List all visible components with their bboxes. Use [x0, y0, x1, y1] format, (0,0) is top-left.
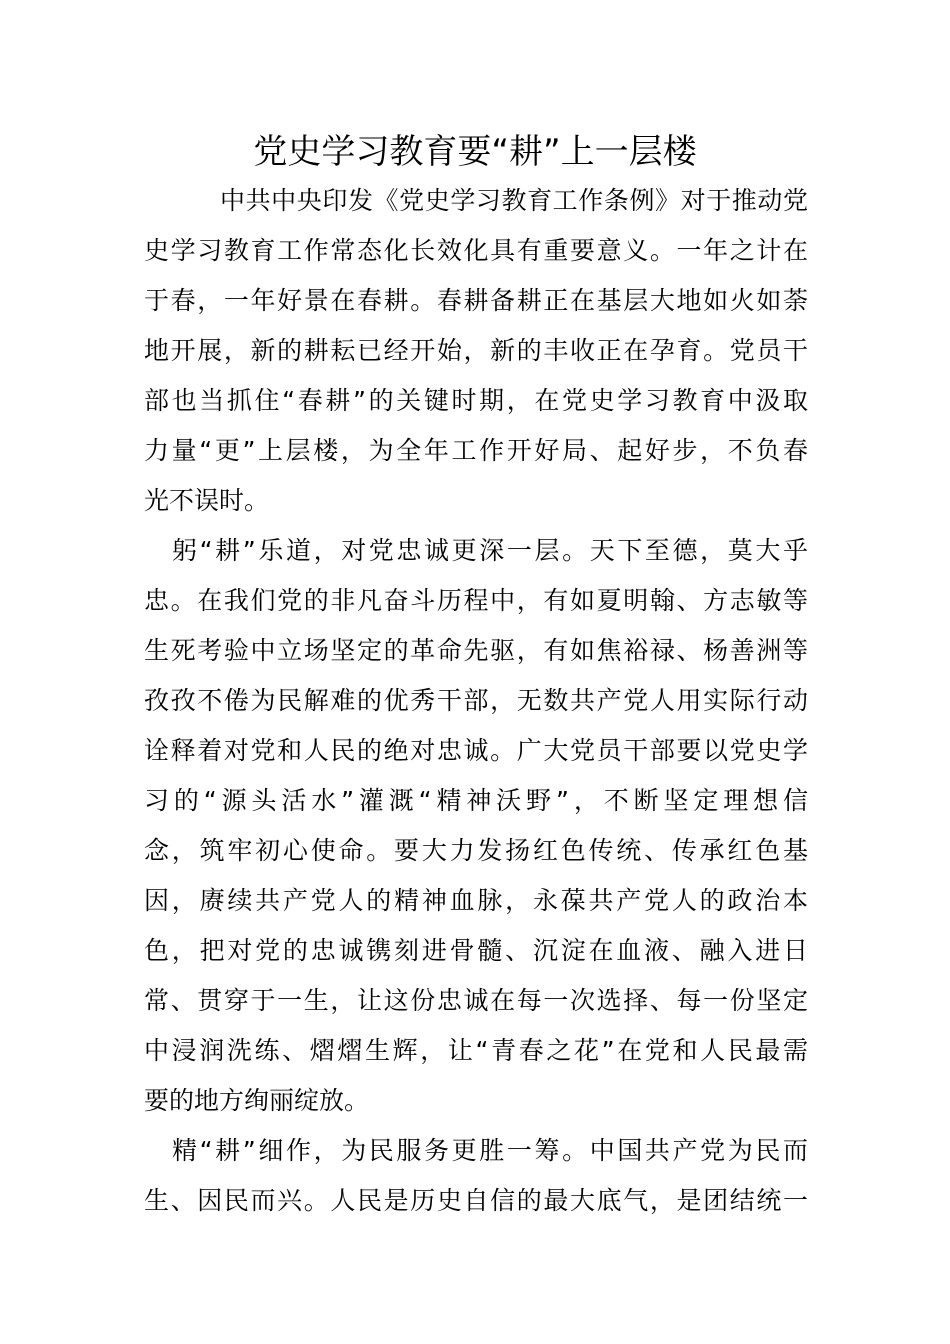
text-line: 生、因民而兴。人民是历史自信的最大底气，是团结统一	[144, 1186, 808, 1215]
paragraph	[144, 1126, 808, 1226]
text-line: 地开展，新的耕耘已经开始，新的丰收正在孕育。党员干	[144, 336, 808, 365]
text-line: 生死考验中立场坚定的革命先驱，有如焦裕禄、杨善洲等	[144, 636, 808, 665]
text-line: 常、贯穿于一生，让这份忠诚在每一次选择、每一份坚定	[144, 986, 808, 1015]
text-line: 部也当抓住“春耕”的关键时期，在党史学习教育中汲取	[144, 386, 808, 415]
text-line: 力量“更”上层楼，为全年工作开好局、起好步，不负春	[144, 436, 808, 465]
text-line: 躬“耕”乐道，对党忠诚更深一层。天下至德，莫大乎	[172, 536, 808, 565]
text-line: 要的地方绚丽绽放。	[144, 1086, 370, 1115]
text-line: 光不误时。	[144, 486, 270, 515]
text-line: 中浸润洗练、熠熠生辉，让“青春之花”在党和人民最需	[144, 1036, 808, 1065]
text-line: 精“耕”细作，为民服务更胜一筹。中国共产党为民而	[172, 1136, 808, 1165]
text-line: 忠。在我们党的非凡奋斗历程中，有如夏明翰、方志敏等	[144, 586, 808, 615]
text-line: 孜孜不倦为民解难的优秀干部，无数共产党人用实际行动	[144, 686, 808, 715]
text-line: 中共中央印发《党史学习教育工作条例》对于推动党	[220, 186, 808, 215]
text-line: 因，赓续共产党人的精神血脉，永葆共产党人的政治本	[144, 886, 808, 915]
text-line: 念，筑牢初心使命。要大力发扬红色传统、传承红色基	[144, 836, 808, 865]
paragraph	[144, 176, 808, 526]
document-body	[144, 176, 808, 1226]
document-title: 党史学习教育要“耕”上一层楼	[253, 132, 697, 172]
text-line: 诠释着对党和人民的绝对忠诚。广大党员干部要以党史学	[144, 736, 808, 765]
text-line: 色，把对党的忠诚镌刻进骨髓、沉淀在血液、融入进日	[144, 936, 808, 965]
text-line: 于春，一年好景在春耕。春耕备耕正在基层大地如火如荼	[144, 286, 808, 315]
text-line: 史学习教育工作常态化长效化具有重要意义。一年之计在	[144, 236, 808, 265]
paragraph	[144, 526, 808, 1126]
text-line: 习的“源头活水”灌溉“精神沃野”，不断坚定理想信	[144, 786, 808, 815]
